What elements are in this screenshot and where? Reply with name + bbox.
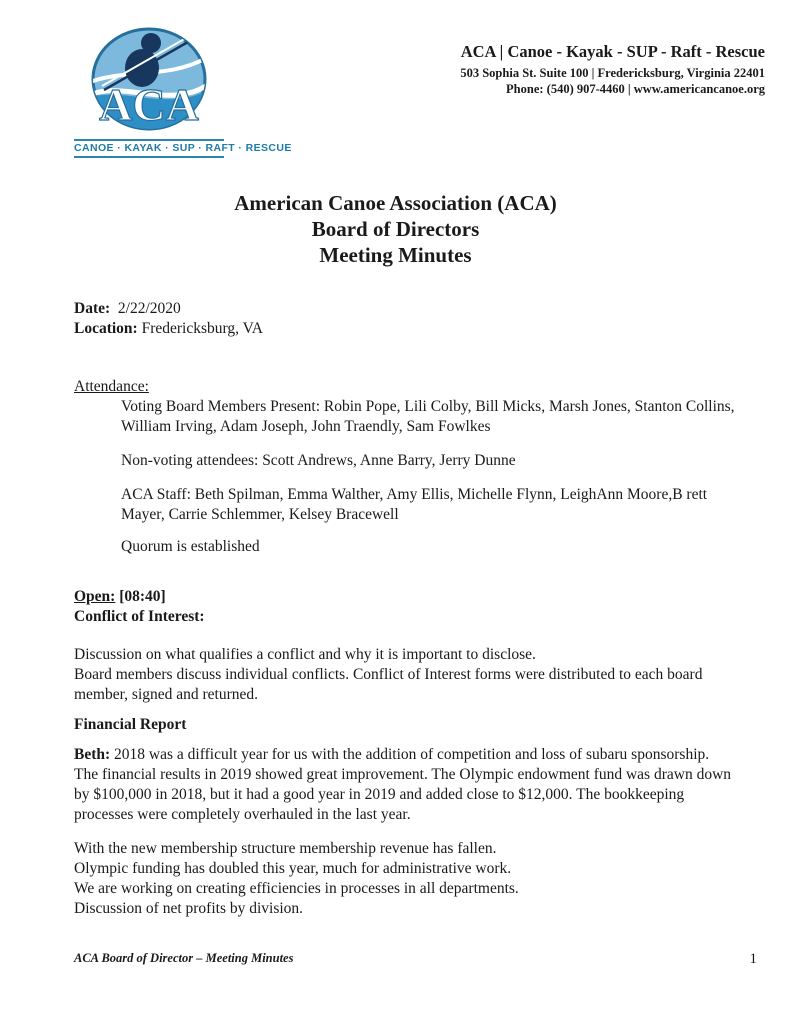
open-label: Open:	[74, 588, 116, 605]
title-line-minutes: Meeting Minutes	[319, 243, 472, 267]
attendance-staff: ACA Staff: Beth Spilman, Emma Walther, Amy Ellis, Michelle Flynn, LeighAnn Moore,B rett Mayer, Carrie Schlemmer, Kelsey Bracewell	[121, 486, 708, 523]
location-row	[74, 319, 263, 339]
org-name-line: ACA | Canoe - Kayak - SUP - Raft - Rescue	[460, 42, 765, 61]
financial-notes	[74, 839, 734, 919]
financial-note-line: Discussion of net profits by division.	[74, 900, 304, 917]
financial-note-line: We are working on creating efficiencies in processes in all departments.	[74, 880, 519, 897]
date-row	[74, 299, 263, 319]
attendance-quorum: Quorum is established	[121, 538, 260, 555]
page-footer	[74, 951, 757, 968]
attendance-nonvoting: Non-voting attendees: Scott Andrews, Anne Barry, Jerry Dunne	[121, 452, 516, 469]
speaker-label: Beth:	[74, 746, 111, 763]
financial-report-heading: Financial Report	[74, 716, 187, 733]
attendance-heading: Attendance:	[74, 378, 149, 395]
footer-title: ACA Board of Director – Meeting Minutes	[74, 951, 294, 965]
logo-acronym-text: ACA	[99, 79, 199, 130]
meta-block	[74, 299, 263, 339]
aca-logo-icon	[74, 26, 224, 132]
footer-page-number: 1	[749, 951, 757, 967]
financial-beth-text: 2018 was a difficult year for us with the addition of competition and loss of subaru sponsorship. The financial results in 2019 showed great improvement. The Olympic endowment fund was drawn down by $100,000 in 2018, but it had a good year in 2019 and added close to $12,000. The bookkeeping processes were completely overhauled in the last year.	[74, 746, 732, 823]
title-line-board: Board of Directors	[311, 217, 480, 241]
aca-logo	[74, 26, 292, 158]
financial-note-line: Olympic funding has doubled this year, much for administrative work.	[74, 860, 512, 877]
attendance-voting-members: Voting Board Members Present: Robin Pope, Lili Colby, Bill Micks, Marsh Jones, Stanton Collins, William Irving, Adam Joseph, John Traendly, Sam Fowlkes	[121, 398, 735, 435]
financial-note-line: With the new membership structure membership revenue has fallen.	[74, 840, 497, 857]
conflict-paragraph-1: Discussion on what qualifies a conflict and why it is important to disclose.	[74, 646, 536, 663]
document-title	[0, 190, 791, 268]
title-line-org: American Canoe Association (ACA)	[234, 191, 557, 215]
org-phone-web-line: Phone: (540) 907-4460 | www.americancanoe.org	[506, 82, 765, 96]
open-heading-row	[74, 587, 166, 607]
location-label: Location:	[74, 320, 138, 337]
org-address-line: 503 Sophia St. Suite 100 | Fredericksburg, Virginia 22401	[460, 66, 765, 80]
financial-beth-paragraph	[74, 745, 734, 825]
logo-tagline: CANOE · KAYAK · SUP · RAFT · RESCUE	[74, 139, 224, 158]
date-value: 2/22/2020	[117, 300, 181, 317]
conflict-of-interest-heading: Conflict of Interest:	[74, 608, 205, 625]
location-value: Fredericksburg, VA	[141, 320, 264, 337]
open-time: [08:40]	[119, 588, 166, 605]
conflict-paragraph-2: Board members discuss individual conflicts. Conflict of Interest forms were distributed to each board member, signed and returned.	[74, 666, 703, 703]
header-contact-block	[460, 42, 765, 97]
date-label: Date:	[74, 300, 111, 317]
